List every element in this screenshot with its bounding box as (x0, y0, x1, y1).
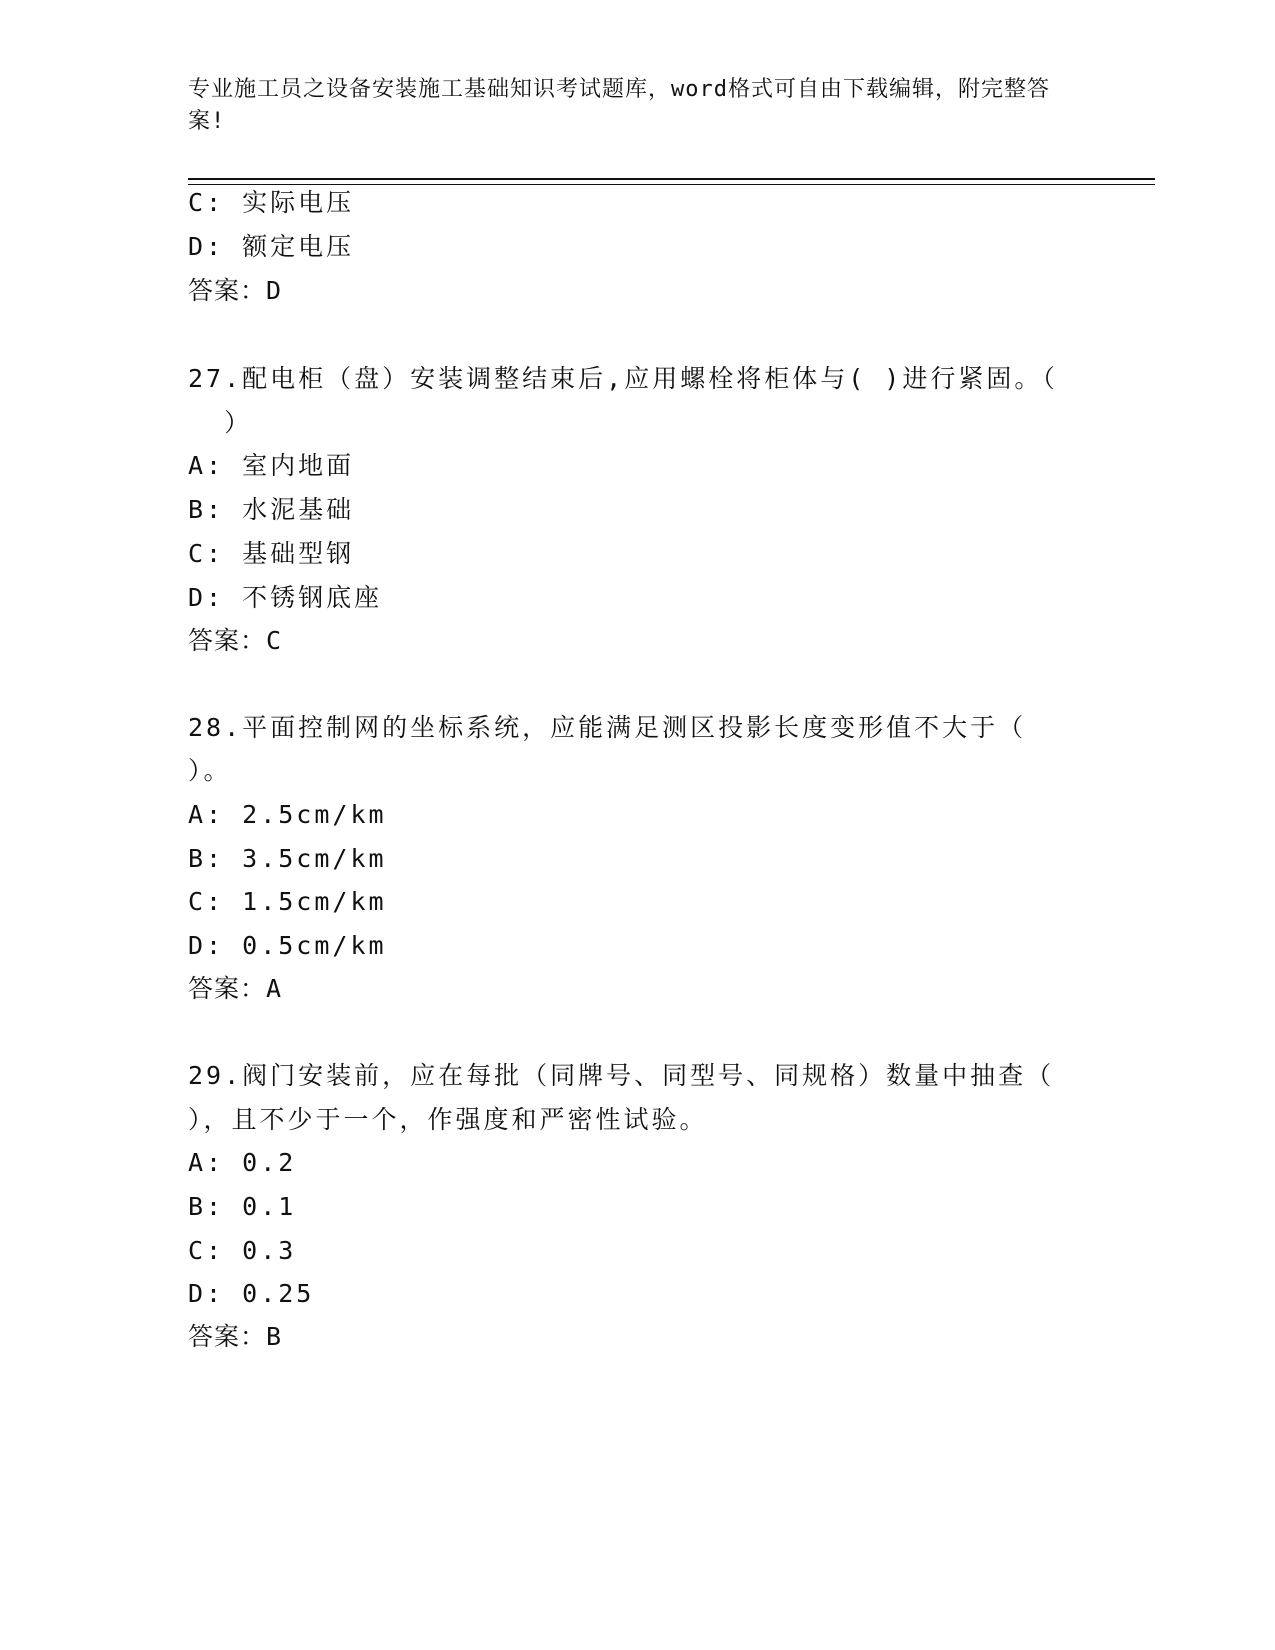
question-27-answer: 答案：C (188, 626, 283, 655)
question-29-answer: 答案：B (188, 1322, 283, 1351)
question-29-stem: 29.阀门安装前，应在每批（同牌号、同型号、同规格）数量中抽查（ (188, 1061, 1055, 1090)
question-27-option-b: B: 水泥基础 (188, 495, 355, 524)
question-27-option-a: A: 室内地面 (188, 451, 355, 480)
question-29-option-a: A: 0.2 (188, 1148, 297, 1177)
question-27-option-d: D: 不锈钢底座 (188, 583, 383, 612)
question-28-option-d: D: 0.5cm/km (188, 931, 387, 960)
question-28-stem-continued: ）。 (188, 756, 232, 785)
question-28-option-c: C: 1.5cm/km (188, 887, 387, 916)
answer: 答案：D (188, 276, 283, 305)
option-c: C: 实际电压 (188, 188, 355, 217)
question-29-stem-continued: ），且不少于一个，作强度和严密性试验。 (188, 1105, 708, 1134)
question-28-stem: 28.平面控制网的坐标系统，应能满足测区投影长度变形值不大于（ (188, 713, 1027, 742)
option-d: D: 额定电压 (188, 232, 355, 261)
header-rule-thin (188, 184, 1155, 185)
question-27-stem-continued: ） (188, 408, 253, 437)
question-29-option-c: C: 0.3 (188, 1236, 297, 1265)
question-27-option-c: C: 基础型钢 (188, 539, 355, 568)
question-29-option-d: D: 0.25 (188, 1279, 315, 1308)
question-27-stem: 27.配电柜（盘）安装调整结束后,应用螺栓将柜体与( )进行紧固。（ (188, 364, 1058, 393)
question-28-answer: 答案：A (188, 974, 283, 1003)
document-header: 专业施工员之设备安装施工基础知识考试题库，word格式可自由下载编辑，附完整答案! (188, 77, 1050, 134)
question-28-option-b: B: 3.5cm/km (188, 844, 387, 873)
header-rule-thick (188, 178, 1155, 180)
question-28-option-a: A: 2.5cm/km (188, 800, 387, 829)
question-29-option-b: B: 0.1 (188, 1192, 297, 1221)
